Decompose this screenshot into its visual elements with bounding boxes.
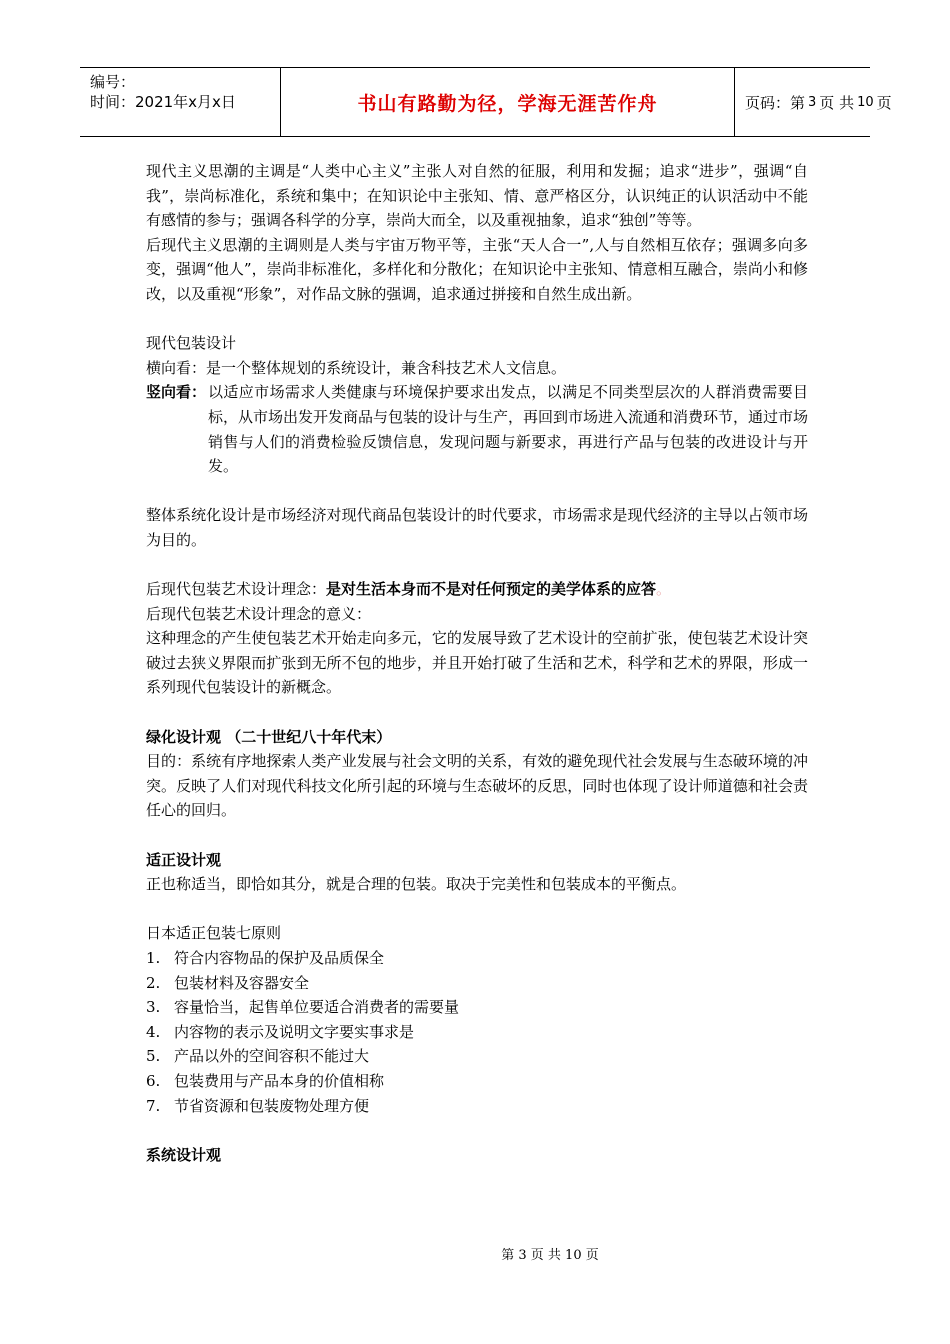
page-footer: 第 3 页 共 10 页: [501, 1248, 599, 1263]
paragraph-green: 目的：系统有序地探索人类产业发展与社会文明的关系，有效的避免现代社会发展与生态破环境的冲突。反映了人们对现代科技文化所引起的环境与生态破坏的反思，同时也体现了设计师道德和社会责任心的回归。: [146, 752, 808, 820]
page-suffix: 页: [876, 93, 892, 112]
page-total: 10: [857, 94, 874, 110]
paragraph-system: 整体系统化设计是市场经济对现代商品包装设计的时代要求，市场需求是现代经济的主导以占领市场为目的。: [146, 506, 808, 549]
list-item: 3. 容量恰当，起售单位要适合消费者的需要量: [146, 998, 460, 1017]
header-page-number: [735, 68, 892, 136]
document-body: [146, 159, 808, 1167]
header-motto-cell: [280, 68, 735, 136]
section-title-green: 绿化设计观 （二十世纪八十年代末）: [146, 727, 392, 746]
header-motto: 书山有路勤为径，学海无涯苦作舟: [357, 92, 658, 115]
list-item: 7. 节省资源和包装废物处理方便: [146, 1096, 370, 1115]
vertical-label: 竖向看：: [146, 383, 207, 402]
principles-list: [146, 946, 808, 1118]
paragraph-postmodernism: 后现代主义思潮的主调则是人类与宇宙万物平等，主张“天人合一”,人与自然相互依存；强调多向多变，强调“他人”，崇尚非标准化，多样化和分散化；在知识论中主张知、情意相互融合，崇尚小和修改，以及重视“形象”，对作品文脉的强调，追求通过拼接和自然生成出新。: [146, 235, 808, 303]
postmodern-bold: 是对生活本身而不是对任何预定的美学体系的应答: [326, 580, 657, 599]
section-title-japan: 日本适正包装七原则: [146, 924, 282, 943]
page-prefix: 页码：第: [745, 93, 806, 112]
paragraph-horizontal: 横向看：是一个整体规划的系统设计，兼含科技艺术人文信息。: [146, 358, 567, 377]
list-item: 6. 包装费用与产品本身的价值相称: [146, 1071, 385, 1090]
section-title-systems: 系统设计观: [146, 1145, 222, 1164]
paragraph-meaning: 这种理念的产生使包装艺术开始走向多元，它的发展导致了艺术设计的空前扩张，使包装艺术设计突破过去狭义界限而扩张到无所不包的地步，并且开始打破了生活和艺术，科学和艺术的界限，形成一系列现代包装设计的新概念。: [146, 629, 808, 697]
postmodern-label: 后现代包装艺术设计理念：: [146, 580, 327, 599]
time-label: 时间：2021年x月x日: [90, 93, 236, 111]
header-meta: [80, 68, 280, 136]
paragraph-proper: 正也称适当，即恰如其分，就是合理的包装。取决于完美性和包装成本的平衡点。: [146, 875, 687, 894]
section-title-proper: 适正设计观: [146, 850, 222, 869]
section-title-modern-packaging: 现代包装设计: [146, 334, 237, 353]
list-item: 2. 包装材料及容器安全: [146, 973, 310, 992]
page-header: [80, 67, 892, 137]
list-item: 1. 符合内容物品的保护及品质保全: [146, 949, 385, 967]
section-title-meaning: 后现代包装艺术设计理念的意义：: [146, 604, 372, 623]
paragraph-postmodern-concept: [146, 577, 808, 602]
paragraph-modernism: 现代主义思潮的主调是“人类中心主义”主张人对自然的征服，利用和发掘；追求“进步”，强调“自我”，崇尚标准化，系统和集中；在知识论中主张知、情、意严格区分，认识纯正的认识活动中不能有感情的参与；强调各科学的分享，崇尚大而全，以及重视抽象，追求“独创”等等。: [146, 162, 808, 230]
postmodern-dot: 。: [656, 580, 672, 599]
page-mid: 页 共: [819, 93, 855, 112]
code-label: 编号：: [90, 73, 136, 91]
list-item: 4. 内容物的表示及说明文字要实事求是: [146, 1022, 415, 1041]
vertical-text: 以适应市场需求人类健康与环境保护要求出发点，以满足不同类型层次的人群消费需要目标，从市场出发开发商品与包装的设计与生产，再回到市场进入流通和消费环节，通过市场销售与人们的消费检验反馈信息，发现问题与新要求，再进行产品与包装的改进设计与开发。: [208, 383, 809, 476]
page-current: 3: [808, 94, 817, 110]
list-item: 5. 产品以外的空间容积不能过大: [146, 1047, 370, 1066]
paragraph-vertical: [146, 380, 808, 478]
